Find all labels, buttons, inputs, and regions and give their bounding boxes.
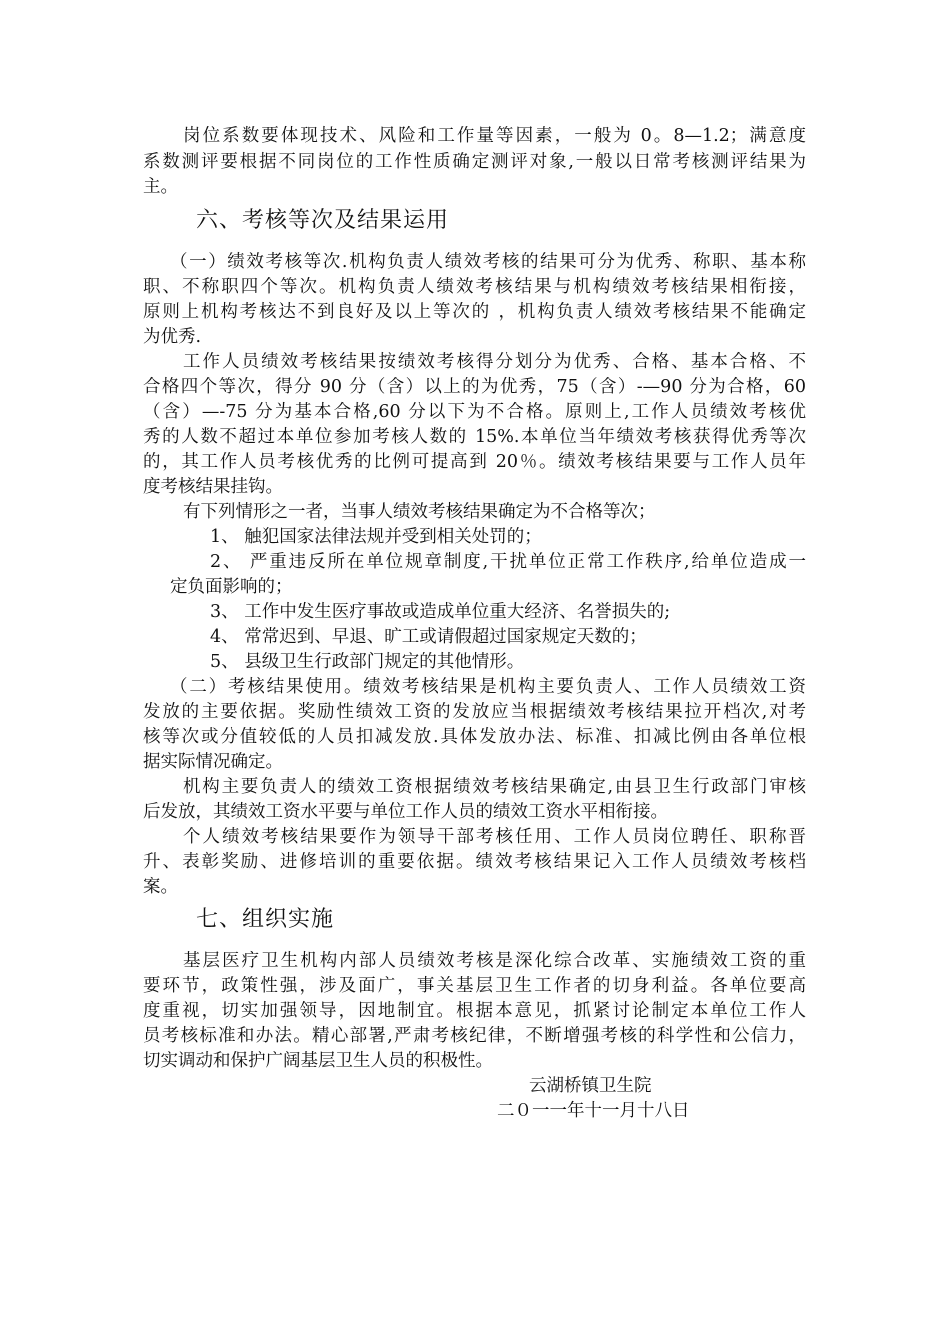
text-line: 切实调动和保护广阔基层卫生人员的积极性。 (143, 1051, 493, 1071)
signature-date: 二０一一年十一月十八日 (497, 1101, 690, 1121)
text-line: 要环节，政策性强，涉及面广，事关基层卫生工作者的切身利益。各单位要高 (143, 976, 806, 996)
text-line: 职、不称职四个等次。机构负责人绩效考核结果与机构绩效考核结果相衔接， (143, 277, 806, 297)
text-line: 升、表彰奖励、进修培训的重要依据。绩效考核结果记入工作人员绩效考核档 (143, 852, 806, 872)
text-line: 主。 (143, 177, 178, 197)
text-line: 基层医疗卫生机构内部人员绩效考核是深化综合改革、实施绩效工资的重 (183, 951, 806, 971)
text-line: （一）绩效考核等次.机构负责人绩效考核的结果可分为优秀、称职、基本称 (170, 252, 806, 272)
text-line: 秀的人数不超过本单位参加考核人数的 15%.本单位当年绩效考核获得优秀等次 (143, 427, 806, 447)
text-line: 个人绩效考核结果要作为领导干部考核任用、工作人员岗位聘任、职称晋 (183, 827, 806, 847)
text-line: 发放的主要依据。奖励性绩效工资的发放应当根据绩效考核结果拉开档次,对考 (143, 702, 806, 722)
text-line: （含）—-75 分为基本合格,60 分以下为不合格。原则上,工作人员绩效考核优 (143, 402, 806, 422)
list-item: 5、 县级卫生行政部门规定的其他情形。 (210, 652, 525, 672)
text-line: 员考核标准和办法。精心部署,严肃考核纪律，不断增强考核的科学性和公信力， (143, 1026, 806, 1046)
text-line: 岗位系数要体现技术、风险和工作量等因素，一般为 0。8—1.2；满意度 (183, 126, 806, 146)
section-heading: 七、组织实施 (196, 907, 335, 932)
list-item: 4、 常常迟到、早退、旷工或请假超过国家规定天数的； (210, 627, 647, 647)
list-item: 定负面影响的； (170, 577, 293, 597)
list-item: 2、 严重违反所在单位规章制度,干扰单位正常工作秩序,给单位造成一 (210, 552, 806, 572)
text-line: 系数测评要根据不同岗位的工作性质确定测评对象,一般以日常考核测评结果为 (143, 152, 806, 172)
text-line: 度重视，切实加强领导，因地制宜。根据本意见，抓紧讨论制定本单位工作人 (143, 1001, 806, 1021)
section-heading: 六、考核等次及结果运用 (196, 208, 450, 233)
list-item: 3、 工作中发生医疗事故或造成单位重大经济、名誉损失的; (210, 602, 671, 622)
text-line: 据实际情况确定。 (143, 752, 283, 772)
text-line: 度考核结果挂钩。 (143, 477, 283, 497)
text-line: 为优秀. (143, 327, 202, 347)
list-item: 1、 触犯国家法律法规并受到相关处罚的； (210, 527, 542, 547)
text-line: 机构主要负责人的绩效工资根据绩效考核结果确定,由县卫生行政部门审核 (183, 777, 806, 797)
text-line: 案。 (143, 877, 178, 897)
text-line: 合格四个等次，得分 90 分（含）以上的为优秀，75（含）-—90 分为合格，60 (143, 377, 806, 397)
text-line: 的，其工作人员考核优秀的比例可提高到 20％。绩效考核结果要与工作人员年 (143, 452, 806, 472)
text-line: 工作人员绩效考核结果按绩效考核得分划分为优秀、合格、基本合格、不 (183, 352, 806, 372)
signature-organization: 云湖桥镇卫生院 (529, 1076, 652, 1096)
text-line: 核等次或分值较低的人员扣减发放.具体发放办法、标准、扣减比例由各单位根 (143, 727, 806, 747)
text-line: 有下列情形之一者，当事人绩效考核结果确定为不合格等次； (183, 502, 656, 522)
text-line: 后发放，其绩效工资水平要与单位工作人员的绩效工资水平相衔接。 (143, 802, 668, 822)
text-line: （二）考核结果使用。绩效考核结果是机构主要负责人、工作人员绩效工资 (170, 677, 806, 697)
text-line: 原则上机构考核达不到良好及以上等次的 ，机构负责人绩效考核结果不能确定 (143, 302, 806, 322)
